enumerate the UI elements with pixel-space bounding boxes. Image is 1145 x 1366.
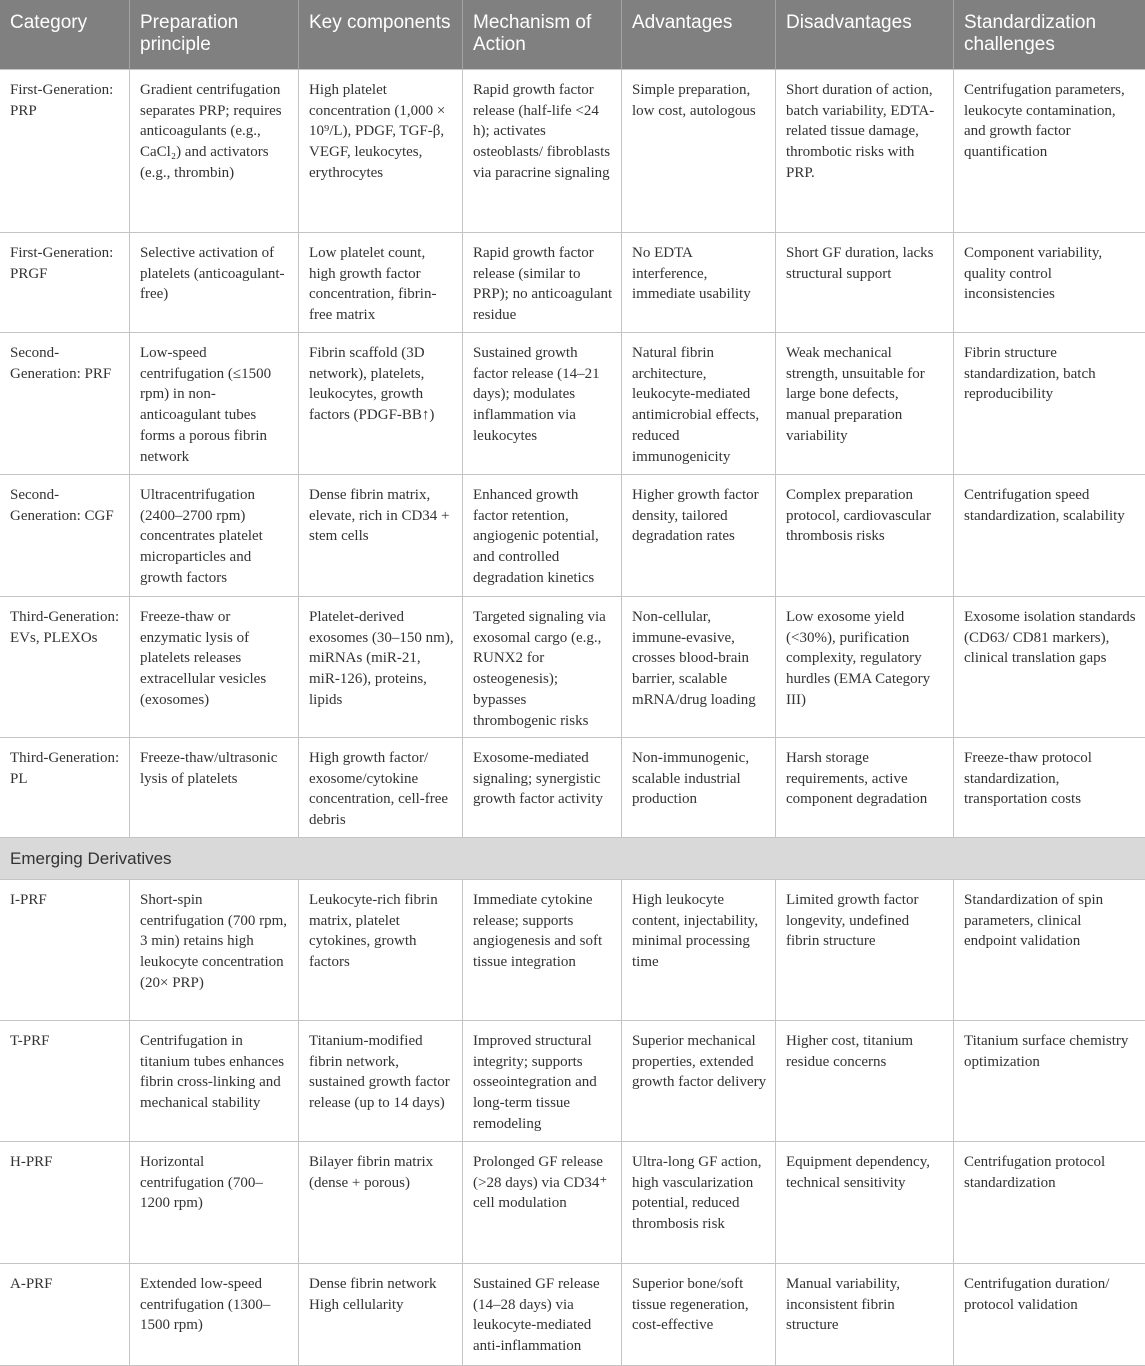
cell-mechanism-of-action: Exosome-mediated signaling; synergistic growth factor activity xyxy=(463,738,622,838)
cell-mechanism-of-action: Rapid growth factor release (half-life <24 h); activates osteoblasts/ fibroblasts via paracrine signaling xyxy=(463,70,622,233)
cell-preparation-principle: Ultracentrifugation (2400–2700 rpm) concentrates platelet microparticles and growth factors xyxy=(130,475,299,597)
cell-preparation-principle: Freeze-thaw or enzymatic lysis of platelets releases extracellular vesicles (exosomes) xyxy=(130,597,299,738)
cell-category: Second-Generation: PRF xyxy=(0,333,130,475)
cell-key-components: High growth factor/ exosome/cytokine concentration, cell-free debris xyxy=(299,738,463,838)
column-header-preparation-principle: Preparation principle xyxy=(130,0,299,70)
cell-disadvantages: Higher cost, titanium residue concerns xyxy=(776,1021,954,1142)
cell-disadvantages: Low exosome yield (<30%), purification complexity, regulatory hurdles (EMA Category III) xyxy=(776,597,954,738)
cell-key-components: Leukocyte-rich fibrin matrix, platelet cytokines, growth factors xyxy=(299,880,463,1021)
cell-disadvantages: Short duration of action, batch variability, EDTA-related tissue damage, thrombotic risks with PRP. xyxy=(776,70,954,233)
cell-disadvantages: Weak mechanical strength, unsuitable for large bone defects, manual preparation variability xyxy=(776,333,954,475)
cell-standardization-challenges: Centrifugation protocol standardization xyxy=(954,1142,1145,1264)
column-header-disadvantages: Disadvantages xyxy=(776,0,954,70)
cell-advantages: Ultra-long GF action, high vascularization potential, reduced thrombosis risk xyxy=(622,1142,776,1264)
cell-advantages: Superior mechanical properties, extended growth factor delivery xyxy=(622,1021,776,1142)
cell-category: H-PRF xyxy=(0,1142,130,1264)
cell-standardization-challenges: Fibrin structure standardization, batch reproducibility xyxy=(954,333,1145,475)
cell-category: First-Generation: PRGF xyxy=(0,233,130,333)
section-row-emerging-derivatives: Emerging Derivatives xyxy=(0,838,1145,880)
cell-standardization-challenges: Centrifugation duration/ protocol validation xyxy=(954,1264,1145,1366)
column-header-standardization-challenges: Standardization challenges xyxy=(954,0,1145,70)
cell-mechanism-of-action: Prolonged GF release (>28 days) via CD34⁺ cell modulation xyxy=(463,1142,622,1264)
cell-preparation-principle: Selective activation of platelets (anticoagulant-free) xyxy=(130,233,299,333)
cell-category: A-PRF xyxy=(0,1264,130,1366)
cell-key-components: Dense fibrin matrix, elevate, rich in CD34 + stem cells xyxy=(299,475,463,597)
cell-standardization-challenges: Freeze-thaw protocol standardization, transportation costs xyxy=(954,738,1145,838)
cell-advantages: High leukocyte content, injectability, minimal processing time xyxy=(622,880,776,1021)
cell-disadvantages: Harsh storage requirements, active component degradation xyxy=(776,738,954,838)
cell-standardization-challenges: Centrifugation parameters, leukocyte contamination, and growth factor quantification xyxy=(954,70,1145,233)
cell-preparation-principle: Freeze-thaw/ultrasonic lysis of platelets xyxy=(130,738,299,838)
column-header-key-components: Key components xyxy=(299,0,463,70)
cell-mechanism-of-action: Immediate cytokine release; supports angiogenesis and soft tissue integration xyxy=(463,880,622,1021)
cell-advantages: Superior bone/soft tissue regeneration, cost-effective xyxy=(622,1264,776,1366)
column-header-category: Category xyxy=(0,0,130,70)
cell-standardization-challenges: Centrifugation speed standardization, scalability xyxy=(954,475,1145,597)
cell-disadvantages: Limited growth factor longevity, undefined fibrin structure xyxy=(776,880,954,1021)
cell-standardization-challenges: Standardization of spin parameters, clinical endpoint validation xyxy=(954,880,1145,1021)
cell-key-components: Low platelet count, high growth factor concentration, fibrin-free matrix xyxy=(299,233,463,333)
column-header-mechanism-of-action: Mechanism of Action xyxy=(463,0,622,70)
cell-standardization-challenges: Component variability, quality control inconsistencies xyxy=(954,233,1145,333)
cell-standardization-challenges: Exosome isolation standards (CD63/ CD81 markers), clinical translation gaps xyxy=(954,597,1145,738)
cell-advantages: Non-cellular, immune-evasive, crosses blood-brain barrier, scalable mRNA/drug loading xyxy=(622,597,776,738)
cell-category: First-Generation: PRP xyxy=(0,70,130,233)
cell-standardization-challenges: Titanium surface chemistry optimization xyxy=(954,1021,1145,1142)
cell-category: Third-Generation: EVs, PLEXOs xyxy=(0,597,130,738)
column-header-advantages: Advantages xyxy=(622,0,776,70)
cell-preparation-principle: Short-spin centrifugation (700 rpm, 3 min) retains high leukocyte concentration (20× PRP) xyxy=(130,880,299,1021)
cell-mechanism-of-action: Targeted signaling via exosomal cargo (e.g., RUNX2 for osteogenesis); bypasses thrombogenic risks xyxy=(463,597,622,738)
cell-mechanism-of-action: Rapid growth factor release (similar to PRP); no anticoagulant residue xyxy=(463,233,622,333)
cell-preparation-principle: Horizontal centrifugation (700–1200 rpm) xyxy=(130,1142,299,1264)
cell-mechanism-of-action: Sustained GF release (14–28 days) via leukocyte-mediated anti-inflammation xyxy=(463,1264,622,1366)
cell-key-components: Titanium-modified fibrin network, sustained growth factor release (up to 14 days) xyxy=(299,1021,463,1142)
cell-preparation-principle: Extended low-speed centrifugation (1300–1500 rpm) xyxy=(130,1264,299,1366)
cell-disadvantages: Manual variability, inconsistent fibrin structure xyxy=(776,1264,954,1366)
cell-disadvantages: Complex preparation protocol, cardiovascular thrombosis risks xyxy=(776,475,954,597)
cell-category: Third-Generation: PL xyxy=(0,738,130,838)
cell-preparation-principle: Gradient centrifugation separates PRP; requires anticoagulants (e.g., CaCl₂) and activators (e.g., thrombin) xyxy=(130,70,299,233)
cell-key-components: Platelet-derived exosomes (30–150 nm), miRNAs (miR-21, miR-126), proteins, lipids xyxy=(299,597,463,738)
cell-key-components: Dense fibrin network High cellularity xyxy=(299,1264,463,1366)
cell-mechanism-of-action: Improved structural integrity; supports osseointegration and long-term tissue remodeling xyxy=(463,1021,622,1142)
cell-advantages: Simple preparation, low cost, autologous xyxy=(622,70,776,233)
cell-advantages: Non-immunogenic, scalable industrial production xyxy=(622,738,776,838)
cell-category: T-PRF xyxy=(0,1021,130,1142)
cell-category: I-PRF xyxy=(0,880,130,1021)
cell-mechanism-of-action: Sustained growth factor release (14–21 days); modulates inflammation via leukocytes xyxy=(463,333,622,475)
cell-mechanism-of-action: Enhanced growth factor retention, angiogenic potential, and controlled degradation kinetics xyxy=(463,475,622,597)
cell-disadvantages: Equipment dependency, technical sensitivity xyxy=(776,1142,954,1264)
cell-disadvantages: Short GF duration, lacks structural support xyxy=(776,233,954,333)
cell-key-components: Bilayer fibrin matrix (dense + porous) xyxy=(299,1142,463,1264)
cell-advantages: No EDTA interference, immediate usability xyxy=(622,233,776,333)
cell-key-components: High platelet concentration (1,000 × 10⁹/L), PDGF, TGF-β, VEGF, leukocytes, erythrocytes xyxy=(299,70,463,233)
cell-key-components: Fibrin scaffold (3D network), platelets, leukocytes, growth factors (PDGF-BB↑) xyxy=(299,333,463,475)
cell-preparation-principle: Low-speed centrifugation (≤1500 rpm) in non-anticoagulant tubes forms a porous fibrin network xyxy=(130,333,299,475)
cell-category: Second-Generation: CGF xyxy=(0,475,130,597)
cell-advantages: Higher growth factor density, tailored degradation rates xyxy=(622,475,776,597)
cell-advantages: Natural fibrin architecture, leukocyte-mediated antimicrobial effects, reduced immunogenicity xyxy=(622,333,776,475)
cell-preparation-principle: Centrifugation in titanium tubes enhances fibrin cross-linking and mechanical stability xyxy=(130,1021,299,1142)
